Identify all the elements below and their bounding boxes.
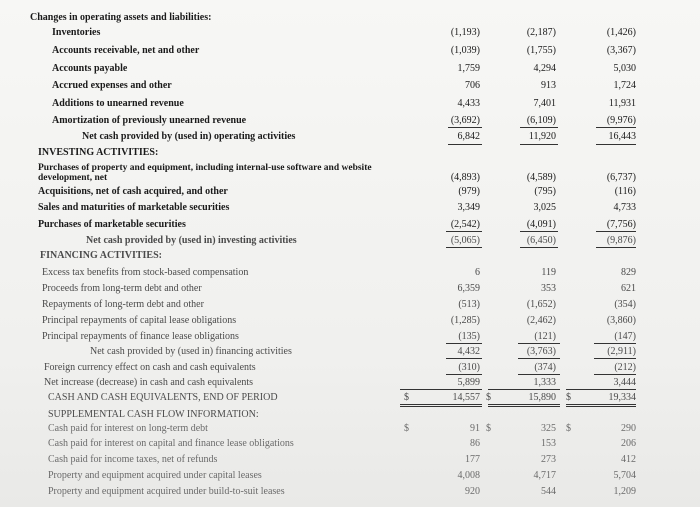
value-2016: 6,842: [457, 131, 480, 142]
value-2017: 544: [541, 486, 556, 497]
value-2018: (7,756): [606, 219, 636, 230]
value-2016: 86: [470, 438, 480, 449]
currency-symbol: $: [404, 423, 409, 434]
value-2018: 11,931: [608, 98, 636, 109]
table-row: [0, 44, 700, 57]
currency-symbol: $: [566, 392, 571, 403]
value-2017: 913: [541, 80, 556, 91]
value-2016: (135): [458, 331, 480, 342]
value-2018: 1,724: [613, 80, 636, 91]
value-2018: (3,860): [606, 315, 636, 326]
value-2016: 177: [465, 454, 480, 465]
value-2018: (116): [614, 186, 636, 197]
table-row: [0, 97, 700, 110]
value-2017: 4,717: [533, 470, 556, 481]
value-2017: 153: [541, 438, 556, 449]
supplemental-header: [0, 408, 700, 421]
table-row: [0, 298, 700, 311]
value-2018: (212): [614, 362, 636, 373]
divider: [446, 374, 482, 375]
value-2018: (2,911): [607, 346, 636, 357]
table-row: [0, 266, 700, 279]
value-2017: (4,091): [526, 219, 556, 230]
value-2017: (1,755): [526, 45, 556, 56]
table-row: [0, 485, 700, 498]
value-2018: 4,733: [613, 202, 636, 213]
value-2016: 5,899: [457, 377, 480, 388]
section-header-text: SUPPLEMENTAL CASH FLOW INFORMATION:: [48, 409, 259, 420]
table-row: [0, 201, 700, 214]
value-2018: 829: [621, 267, 636, 278]
row-label: Accounts receivable, net and other: [52, 45, 200, 56]
divider: [446, 358, 482, 359]
row-label: Principal repayments of finance lease obligations: [42, 331, 239, 342]
value-2017: 3,025: [533, 202, 556, 213]
net-change-row: [0, 376, 700, 389]
value-2018: 16,443: [608, 131, 636, 142]
section-title-text: Changes in operating assets and liabilities:: [30, 12, 212, 23]
table-row: [0, 282, 700, 295]
value-2016: (5,065): [450, 235, 480, 246]
row-label: Net cash provided by (used in) financing activities: [90, 346, 292, 357]
value-2018: 621: [621, 283, 636, 294]
row-label: Purchases of property and equipment, including internal-use software and website: [38, 163, 372, 173]
value-2016: 91: [470, 423, 480, 434]
value-2017: 7,401: [533, 98, 556, 109]
value-2017: 353: [541, 283, 556, 294]
row-label: Net cash provided by (used in) operating activities: [82, 131, 296, 142]
operating-total-row: [0, 130, 700, 143]
table-row: [0, 62, 700, 75]
row-label: Net cash provided by (used in) investing activities: [86, 235, 297, 246]
divider: [596, 127, 636, 128]
value-2017: (121): [534, 331, 556, 342]
row-label: Cash paid for interest on long-term debt: [48, 423, 208, 434]
value-2017: (6,450): [526, 235, 556, 246]
value-2016: 706: [465, 80, 480, 91]
divider: [448, 127, 482, 128]
investing-header: [0, 146, 700, 159]
divider: [596, 247, 636, 248]
fx-effect-row: [0, 361, 700, 374]
row-label: Excess tax benefits from stock-based compensation: [42, 267, 249, 278]
table-row: [0, 218, 700, 231]
divider: [566, 389, 636, 390]
value-2017: 119: [541, 267, 556, 278]
value-2017: 273: [541, 454, 556, 465]
value-2016: 920: [465, 486, 480, 497]
divider: [518, 343, 560, 344]
value-2018: (354): [614, 299, 636, 310]
divider: [596, 144, 636, 145]
divider: [594, 358, 636, 359]
value-2018: 412: [621, 454, 636, 465]
divider: [488, 389, 560, 390]
row-label-continued: development, net: [38, 173, 108, 183]
financing-total-row: [0, 345, 700, 358]
end-period-row: [0, 391, 700, 404]
value-2016: (1,039): [450, 45, 480, 56]
divider: [596, 231, 636, 232]
table-row: [0, 163, 700, 185]
value-2017: (2,462): [526, 315, 556, 326]
value-2018: 5,030: [613, 63, 636, 74]
row-label: Amortization of previously unearned revenue: [52, 115, 247, 126]
row-label: Repayments of long-term debt and other: [42, 299, 204, 310]
divider: [520, 144, 558, 145]
section-header-text: FINANCING ACTIVITIES:: [40, 250, 162, 261]
divider: [518, 374, 560, 375]
divider: [400, 389, 482, 390]
value-2016: (1,285): [450, 315, 480, 326]
table-row: [0, 314, 700, 327]
row-label: Cash paid for interest on capital and finance lease obligations: [48, 438, 294, 449]
value-2017: (3,763): [526, 346, 556, 357]
section-title: [0, 11, 700, 24]
row-label: Cash paid for income taxes, net of refunds: [48, 454, 218, 465]
currency-symbol: $: [486, 423, 491, 434]
value-2016: 4,432: [457, 346, 480, 357]
value-2017: (795): [534, 186, 556, 197]
financing-header: [0, 249, 700, 262]
value-2016: (4,893): [450, 172, 480, 183]
value-2016: 6,359: [457, 283, 480, 294]
value-2017: 325: [541, 423, 556, 434]
row-label: Accounts payable: [52, 63, 128, 74]
value-2018: 5,704: [613, 470, 636, 481]
value-2018: 206: [621, 438, 636, 449]
table-row: [0, 79, 700, 92]
divider: [446, 343, 482, 344]
table-row: [0, 469, 700, 482]
value-2018: (3,367): [606, 45, 636, 56]
row-label: Principal repayments of capital lease obligations: [42, 315, 237, 326]
divider: [446, 231, 482, 232]
value-2018: (6,737): [606, 172, 636, 183]
investing-total-row: [0, 234, 700, 247]
value-2017: (6,109): [526, 115, 556, 126]
divider: [520, 247, 558, 248]
value-2017: 15,890: [528, 392, 556, 403]
value-2016: 1,759: [457, 63, 480, 74]
divider: [520, 231, 558, 232]
table-row: [0, 437, 700, 450]
row-label: Sales and maturities of marketable securities: [38, 202, 230, 213]
row-label: Foreign currency effect on cash and cash equivalents: [44, 362, 256, 373]
currency-symbol: $: [486, 392, 491, 403]
value-2018: 290: [621, 423, 636, 434]
divider: [520, 127, 558, 128]
section-header-text: INVESTING ACTIVITIES:: [38, 147, 159, 158]
row-label: Property and equipment acquired under build-to-suit leases: [48, 486, 285, 497]
value-2017: 4,294: [533, 63, 556, 74]
table-row: [0, 453, 700, 466]
value-2018: 1,209: [613, 486, 636, 497]
table-row: [0, 26, 700, 39]
divider: [448, 144, 482, 145]
value-2016: (2,542): [450, 219, 480, 230]
value-2017: (4,589): [526, 172, 556, 183]
value-2017: 11,920: [528, 131, 556, 142]
divider: [594, 374, 636, 375]
value-2018: (147): [614, 331, 636, 342]
row-label: Proceeds from long-term debt and other: [42, 283, 202, 294]
double-underline: [566, 404, 636, 407]
currency-symbol: $: [566, 423, 571, 434]
row-label: Inventories: [52, 27, 101, 38]
value-2018: (1,426): [606, 27, 636, 38]
table-row: [0, 422, 700, 435]
value-2018: 3,444: [613, 377, 636, 388]
value-2018: (9,976): [606, 115, 636, 126]
row-label: Additions to unearned revenue: [52, 98, 184, 109]
value-2016: 4,433: [457, 98, 480, 109]
double-underline: [400, 404, 482, 407]
value-2016: 4,008: [457, 470, 480, 481]
divider: [518, 358, 560, 359]
value-2017: (374): [534, 362, 556, 373]
value-2016: (3,692): [450, 115, 480, 126]
row-label: Acquisitions, net of cash acquired, and other: [38, 186, 228, 197]
value-2016: (310): [458, 362, 480, 373]
value-2017: (1,652): [526, 299, 556, 310]
value-2018: (9,876): [606, 235, 636, 246]
row-label: Accrued expenses and other: [52, 80, 172, 91]
value-2017: (2,187): [526, 27, 556, 38]
value-2016: 14,557: [452, 392, 480, 403]
row-label: CASH AND CASH EQUIVALENTS, END OF PERIOD: [48, 392, 278, 403]
row-label: Net increase (decrease) in cash and cash equivalents: [44, 377, 254, 388]
value-2016: (979): [458, 186, 480, 197]
table-row: [0, 185, 700, 198]
value-2016: (1,193): [450, 27, 480, 38]
row-label: Property and equipment acquired under capital leases: [48, 470, 262, 481]
row-label: Purchases of marketable securities: [38, 219, 186, 230]
divider: [446, 247, 482, 248]
table-row: [0, 114, 700, 127]
value-2016: 6: [475, 267, 480, 278]
value-2018: 19,334: [608, 392, 636, 403]
divider: [594, 343, 636, 344]
value-2016: 3,349: [457, 202, 480, 213]
value-2017: 1,333: [533, 377, 556, 388]
table-row: [0, 330, 700, 343]
double-underline: [488, 404, 560, 407]
currency-symbol: $: [404, 392, 409, 403]
value-2016: (513): [458, 299, 480, 310]
